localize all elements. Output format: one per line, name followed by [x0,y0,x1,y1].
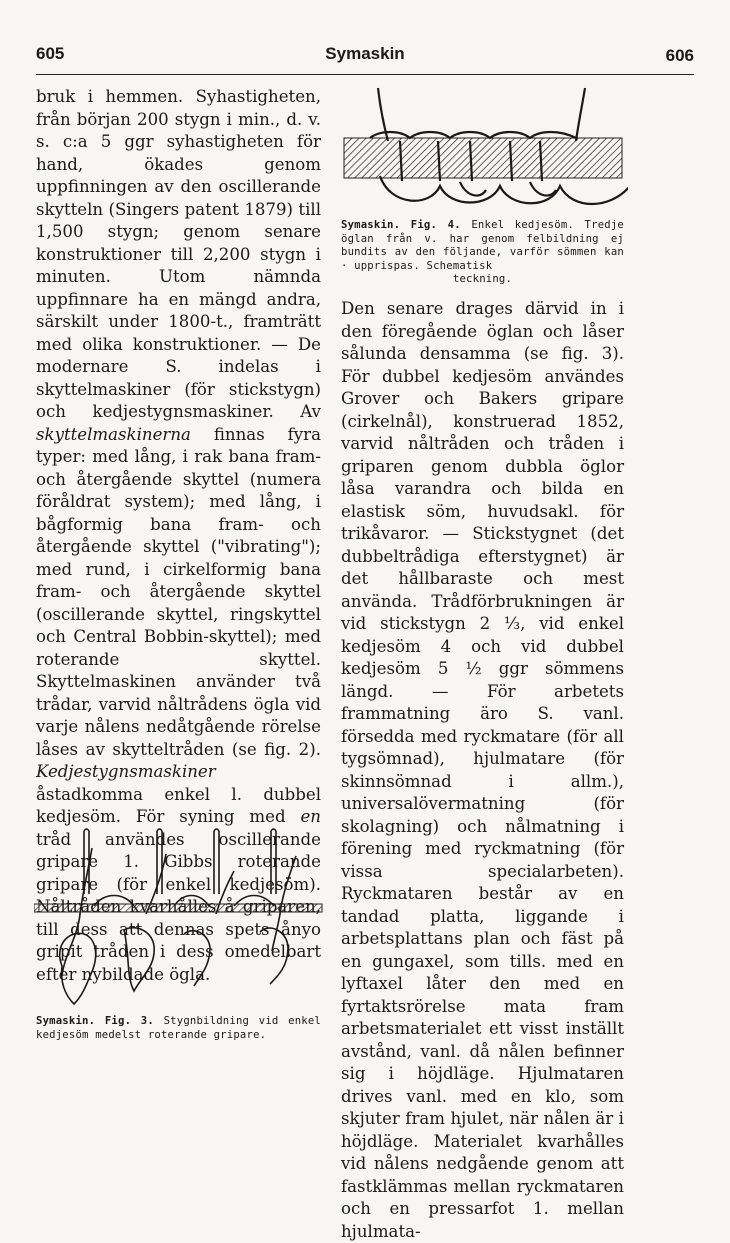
figure-3-illustration [34,826,324,1011]
figure-4-caption: Symaskin. Fig. 4. Enkel kedjesöm. Tredje öglan från v. har genom felbildning ej bundits av den följande, varför sömmen kan · upprispas. Schematisk teckning. [341,219,624,285]
page-header [36,44,694,74]
page-number-right: 606 [665,46,694,65]
header-rule [36,74,694,75]
left-paragraph: bruk i hemmen. Syhastigheten, från början 200 stygn i min., d. v. s. c:a 5 ggr syhastigheten för hand, ökades genom uppfinningen av den oscillerande skytteln (Singers patent 1879) till 1,500 stygn; genom senare konstruktioner till 2,200 stygn i minuten. Utom nämnda uppfinnare ha en mängd andra, särskilt under 1800-t., framträtt med olika konstruktioner. — De modernare S. indelas i skyttelmaskiner (för stickstygn) och kedjestygnsmaskiner. Av skyttelmaskinerna finnas fyra typer: med lång, i rak bana fram- och återgående skyttel (numera föråldrat system); med lång, i bågformig bana fram- och återgående skyttel ("vibrating"); med rund, i cirkelformig bana fram- och återgående skyttel (oscillerande skyttel, ringskyttel och Central Bobbin-skyttel); med roterande skyttel. Skyttelmaskinen använder två trådar, varvid nåltrådens ögla vid varje nålens nedåtgående rörelse låses av skytteltråden (se fig. 2). Kedjestygnsmaskiner åstadkomma enkel l. dubbel kedjesöm. För syning med en tråd användes oscillerande gripare 1. Gibbs roterande gripare (för enkel kedjesöm). till dess att dennas spets ånyo gripit tråden i dess omedelbart efter nybildade ögla. [36,87,321,984]
right-column [341,298,624,1243]
page-number-left: 605 [36,44,65,63]
figure-3-caption: Symaskin. Fig. 3. Stygnbildning vid enkel kedjesöm medelst roterande gripare. [36,1015,322,1041]
right-paragraph: Den senare drages därvid in i den föregående öglan och låser sålunda densamma (se fig. 3). För dubbel kedjesöm användes Grover och Bakers gripare (cirkelnål), konstruerad 1852, varvid nåltråden och tråden i griparen genom dubbla öglor låsa varandra och bilda en elastisk söm, huvudsakl. för trikåvaror. — Stickstygnet (det dubbeltrådiga efterstygnet) är det hållbaraste och mest använda. Trådförbrukningen är vid stickstygn 2 ⅓, vid enkel kedjesöm 4 och vid dubbel kedjesöm 5 ½ ggr sömmens längd. — För arbetets frammatning äro S. vanl. försedda med ryckmatare (för all tygsömnad), hjulmatare (för skinnsömnad i allm.), universalövermatning (för skolagning) och nålmatning i förening med ryckmatning (för vissa specialarbeten). Ryckmataren består av en tandad platta, liggande i arbetsplattans plan och fäst på en gungaxel, som tills. med en lyftaxel låter den med en fyrtaktsrörelse mata fram arbetsmaterialet ett visst inställt avstånd, vanl. då nålen befinner sig i höjdläge. Hjulmataren drives vanl. med en klo, som skjuter fram hjulet, när nålen är i höjdläge. Materialet kvarhålles vid nålens nedgående genom att fastklämmas mellan ryckmataren och en pressarfot 1. mellan hjulmata- [341,299,624,1241]
figure-4-illustration [340,86,628,216]
page-title: Symaskin [325,44,405,63]
